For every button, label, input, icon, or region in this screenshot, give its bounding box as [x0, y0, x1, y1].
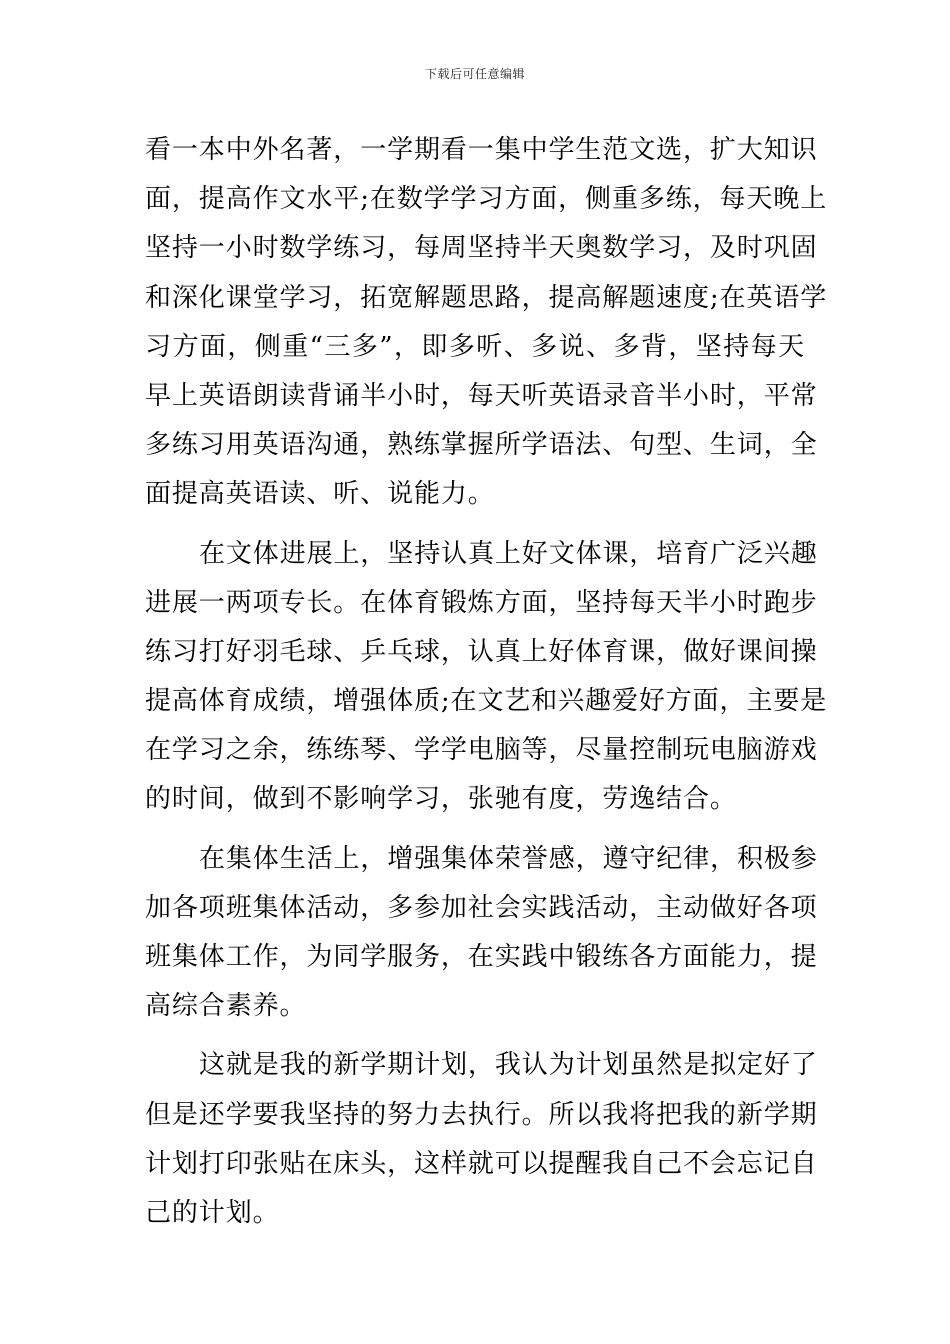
text-line: 多练习用英语沟通，熟练掌握所学语法、句型、生词，全: [145, 430, 818, 461]
paragraph: [145, 835, 818, 1032]
text-line: 高综合素养。: [145, 991, 307, 1022]
text-line: 习方面，侧重“三多”，即多听、多说、多背，坚持每天: [145, 331, 805, 362]
text-line: 进展一两项专长。在体育锻炼方面，坚持每天半小时跑步: [145, 587, 818, 618]
paragraph: [145, 530, 828, 825]
text-line: 坚持一小时数学练习，每周坚持半天奥数学习，及时巩固: [145, 233, 818, 264]
text-line: 的时间，做到不影响学习，张驰有度，劳逸结合。: [145, 784, 737, 815]
text-line: 计划打印张贴在床头，这样就可以提醒我自己不会忘记自: [145, 1148, 818, 1179]
text-line: 己的计划。: [145, 1197, 280, 1228]
text-line: 加各项班集体活动，多参加社会实践活动，主动做好各项: [145, 892, 818, 923]
text-line: 早上英语朗读背诵半小时，每天听英语录音半小时，平常: [145, 380, 818, 411]
document-body: [145, 126, 828, 1238]
text-line: 但是还学要我坚持的努力去执行。所以我将把我的新学期: [145, 1099, 818, 1130]
text-line: 看一本中外名著，一学期看一集中学生范文选，扩大知识: [145, 135, 818, 165]
text-line: 在文体进展上，坚持认真上好文体课，培育广泛兴趣: [199, 538, 818, 569]
text-line: 面提高英语读、听、说能力。: [145, 479, 495, 510]
text-line: 练习打好羽毛球、乒乓球，认真上好体育课，做好课间操: [145, 636, 818, 667]
paragraph: [145, 126, 828, 520]
text-line: 提高体育成绩，增强体质;在文艺和兴趣爱好方面，主要是: [145, 686, 828, 717]
text-line: 在集体生活上，增强集体荣誉感，遵守纪律，积极参: [199, 843, 818, 874]
text-line: 在学习之余，练练琴、学学电脑等，尽量控制玩电脑游戏: [145, 735, 818, 766]
text-line: 和深化课堂学习，拓宽解题思路，提高解题速度;在英语学: [145, 282, 828, 313]
text-line: 这就是我的新学期计划，我认为计划虽然是拟定好了: [199, 1050, 818, 1081]
paragraph: [145, 1041, 818, 1238]
text-line: 班集体工作，为同学服务，在实践中锻练各方面能力，提: [145, 942, 818, 972]
text-line: 面，提高作文水平;在数学学习方面，侧重多练，每天晚上: [145, 184, 828, 215]
page-header: 下载后可任意编辑: [424, 67, 525, 81]
